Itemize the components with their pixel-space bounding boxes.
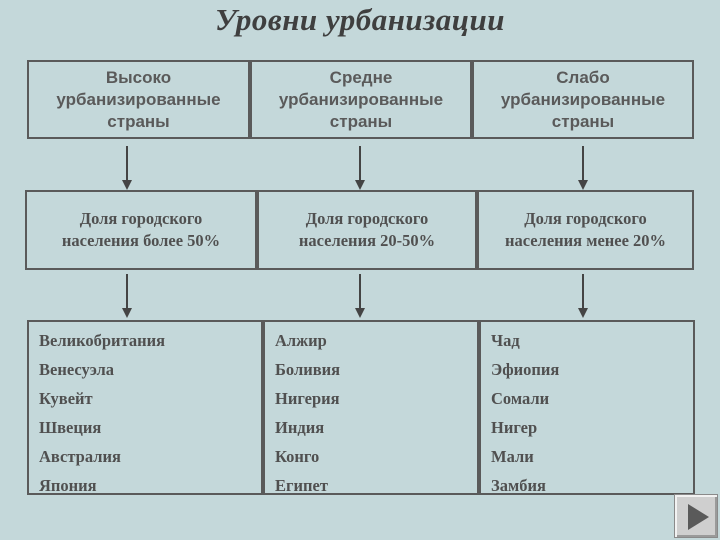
list-item: Сомали [491, 389, 550, 408]
level-header-low: Слабо урбанизированные страны [472, 60, 694, 139]
list-item: Нигер [491, 418, 538, 437]
list-item: Япония [39, 476, 97, 495]
arrow-down-icon [355, 274, 365, 318]
urban-share-medium: Доля городского населения 20-50% [257, 190, 477, 270]
country-list-low [479, 320, 695, 495]
list-item: Чад [491, 331, 520, 350]
list-item: Мали [491, 447, 534, 466]
list-item: Австралия [39, 447, 121, 466]
page-title: Уровни урбанизации [215, 2, 505, 37]
arrow-down-icon [578, 274, 588, 318]
list-item: Нигерия [275, 389, 340, 408]
list-item: Великобритания [39, 331, 166, 350]
list-item: Замбия [491, 476, 546, 495]
next-slide-button[interactable] [674, 494, 718, 538]
list-item: Эфиопия [491, 360, 560, 379]
arrow-down-icon [122, 146, 132, 190]
list-item: Алжир [275, 331, 327, 350]
arrow-down-icon [578, 146, 588, 190]
country-list-medium [263, 320, 479, 495]
urban-share-low: Доля городского населения менее 20% [477, 190, 694, 270]
level-header-medium: Средне урбанизированные страны [250, 60, 472, 139]
play-next-icon [681, 501, 713, 533]
list-item: Боливия [275, 360, 341, 379]
list-item: Индия [275, 418, 325, 437]
country-list-high [27, 320, 263, 495]
urban-share-high: Доля городского населения более 50% [25, 190, 257, 270]
arrow-down-icon [122, 274, 132, 318]
list-item: Венесуэла [39, 360, 115, 379]
list-item: Швеция [39, 418, 102, 437]
list-item: Кувейт [39, 389, 93, 408]
arrow-down-icon [355, 146, 365, 190]
level-header-high: Высоко урбанизированные страны [27, 60, 250, 139]
list-item: Конго [275, 447, 320, 466]
list-item: Египет [275, 476, 328, 495]
